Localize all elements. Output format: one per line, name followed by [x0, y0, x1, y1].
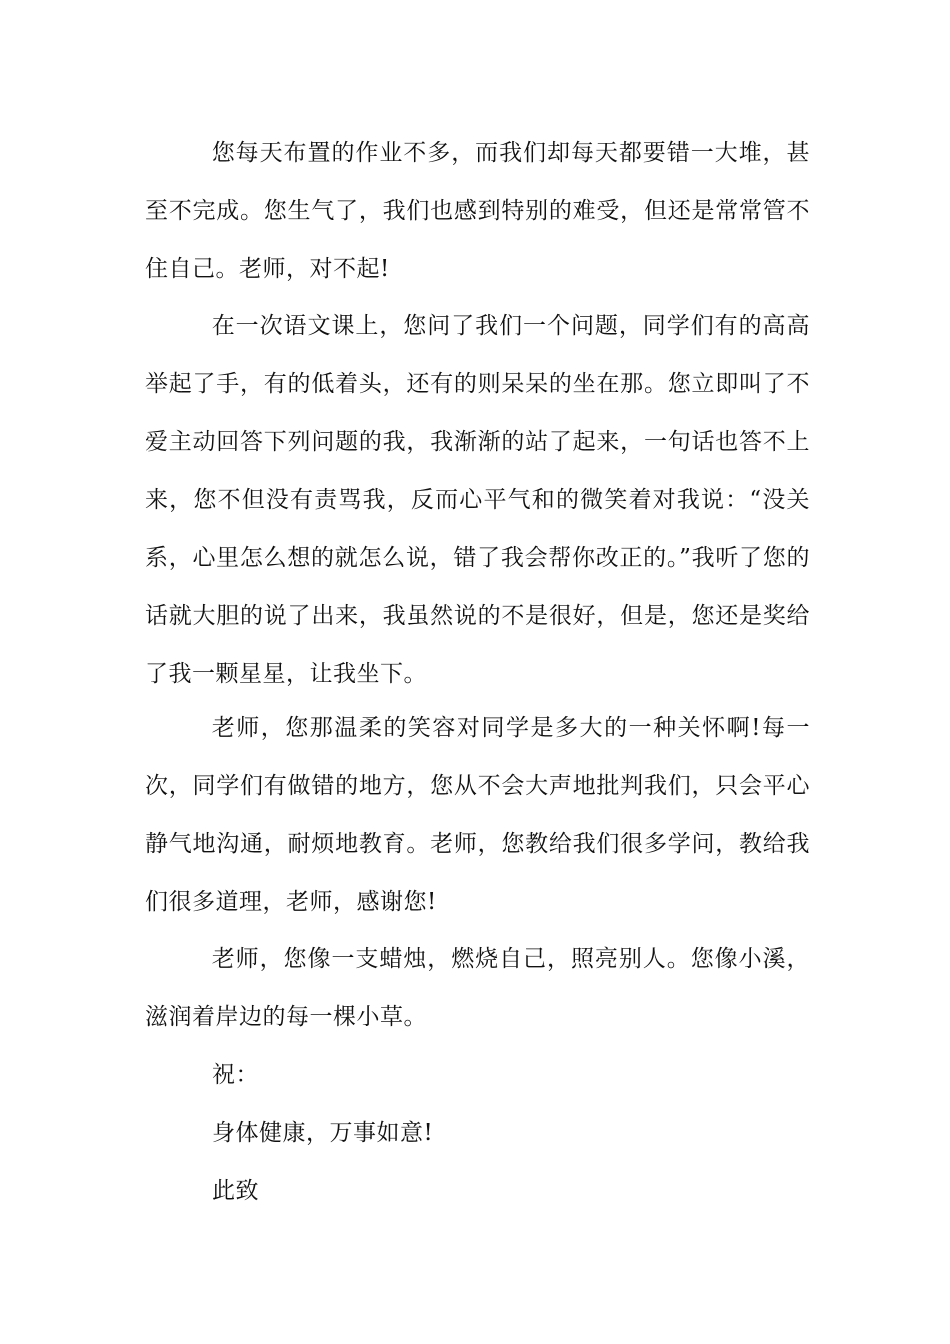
paragraph-candle: 老师，您像一支蜡烛，燃烧自己，照亮别人。您像小溪，滋润着岸边的每一棵小草。 — [145, 946, 810, 1030]
paragraph-chinese-class: 在一次语文课上，您问了我们一个问题，同学们有的高高举起了手，有的低着头，还有的则呆呆的坐在那。您立即叫了不爱主动回答下列问题的我，我渐渐的站了起来，一句话也答不上来，您不但没有责骂我，反而心平气和的微笑着对我说：“没关系，心里怎么想的就怎么说，错了我会帮你改正的。”我听了您的话就大胆的说了出来，我虽然说的不是很好，但是，您还是奖给了我一颗星星，让我坐下。 — [145, 313, 810, 687]
closing-blessing: 身体健康，万事如意! — [212, 1120, 434, 1146]
paragraph-gentle-smile: 老师，您那温柔的笑容对同学是多大的一种关怀啊!每一次，同学们有做错的地方，您从不会大声地批判我们，只会平心静气地沟通，耐烦地教育。老师，您教给我们很多学问，教给我们很多道理，老师，感谢您! — [145, 715, 810, 915]
closing-wish: 祝： — [212, 1062, 259, 1088]
closing-regards: 此致 — [212, 1178, 259, 1204]
paragraph-homework: 您每天布置的作业不多，而我们却每天都要错一大堆，甚至不完成。您生气了，我们也感到特别的难受，但还是常常管不住自己。老师，对不起! — [145, 140, 810, 282]
